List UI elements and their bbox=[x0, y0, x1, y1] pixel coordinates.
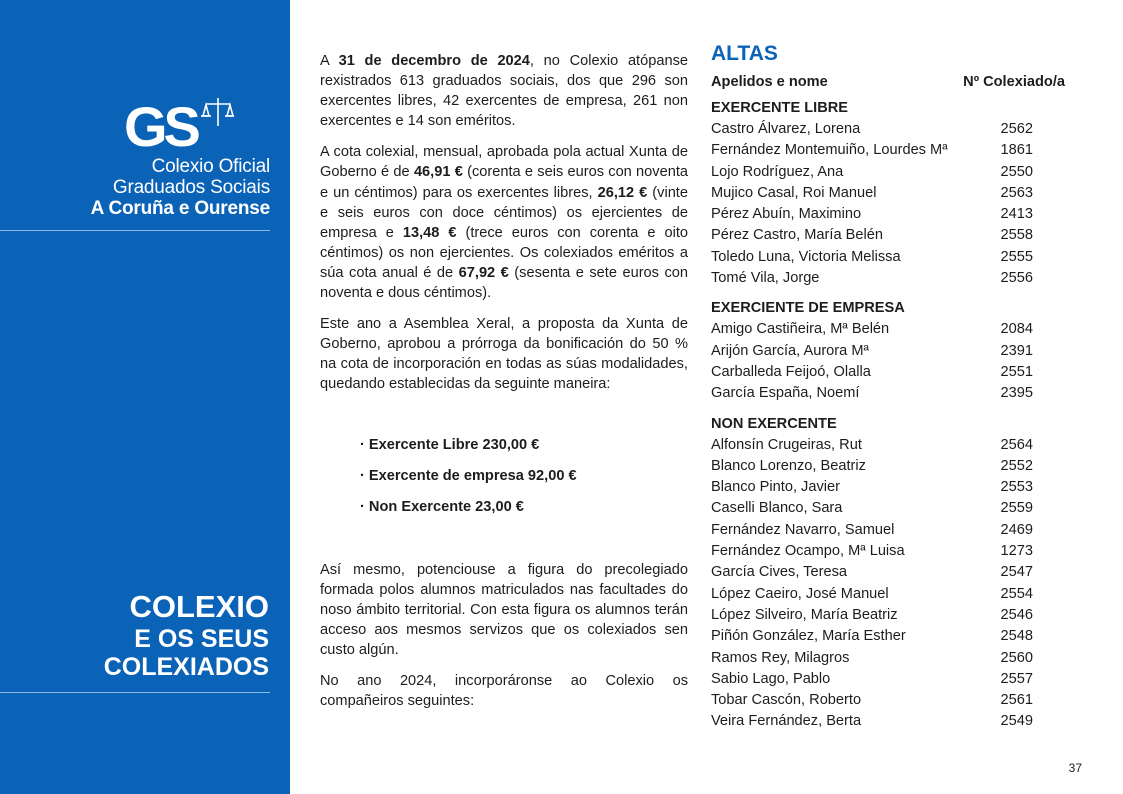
member-name: López Caeiro, José Manuel bbox=[711, 585, 889, 602]
table-group bbox=[711, 414, 1081, 733]
member-name: López Silveiro, María Beatriz bbox=[711, 606, 898, 623]
table-row bbox=[711, 183, 1033, 204]
table-row bbox=[711, 626, 1033, 647]
table-group bbox=[711, 298, 1081, 404]
member-name: Fernández Montemuiño, Lourdes Mª bbox=[711, 142, 948, 159]
member-number: 2395 bbox=[1000, 385, 1033, 402]
member-name: Carballeda Feijoó, Olalla bbox=[711, 363, 871, 380]
table-row bbox=[711, 498, 1033, 519]
paragraph-2: A cota colexial, mensual, aprobada pola actual Xunta de Goberno é de 46,91 € (corenta e seis euros con noventa e un céntimos) para os exercentes libres, 26,12 € (vinte e seis euros con doce céntimos) os ejercientes de empresa e 13,48 € (trece euros con corenta e oito céntimos) os non ejercientes. Os colexiados eméritos a súa cota anual é de 67,92 € (sesenta e sete euros con noventa e dous céntimos). bbox=[320, 144, 688, 302]
table-row bbox=[711, 605, 1033, 626]
member-name: Caselli Blanco, Sara bbox=[711, 500, 843, 517]
table-row bbox=[711, 225, 1033, 246]
member-number: 2562 bbox=[1000, 121, 1033, 137]
member-number: 2553 bbox=[1000, 479, 1033, 496]
scales-of-justice-icon bbox=[201, 98, 234, 126]
table-row bbox=[711, 690, 1033, 711]
member-name: Piñón González, María Esther bbox=[711, 628, 906, 645]
member-number: 2563 bbox=[1000, 184, 1033, 201]
table-row bbox=[711, 119, 1033, 140]
table-header bbox=[711, 74, 1065, 90]
table-group bbox=[711, 98, 1081, 289]
member-number: 2557 bbox=[1000, 670, 1033, 687]
table-row bbox=[711, 648, 1033, 669]
member-number: 2391 bbox=[1000, 342, 1033, 359]
member-number: 2558 bbox=[1000, 227, 1033, 244]
member-name: Toledo Luna, Victoria Melissa bbox=[711, 248, 901, 265]
member-number: 2549 bbox=[1000, 713, 1033, 730]
table-row bbox=[711, 362, 1033, 383]
logo-mark-icon bbox=[124, 96, 234, 152]
member-name: Lojo Rodríguez, Ana bbox=[711, 163, 844, 180]
member-number: 2564 bbox=[1000, 436, 1033, 453]
member-name: Fernández Ocampo, Mª Luisa bbox=[711, 543, 905, 560]
member-name: Blanco Pinto, Javier bbox=[711, 479, 840, 496]
member-number: 2548 bbox=[1000, 628, 1033, 645]
member-number: 2559 bbox=[1000, 500, 1033, 517]
member-number: 1273 bbox=[1000, 543, 1033, 560]
table-row bbox=[711, 268, 1033, 289]
fee-item: · Non Exercente 23,00 € bbox=[360, 498, 524, 515]
member-number: 2552 bbox=[1000, 457, 1033, 474]
member-number: 1861 bbox=[1000, 142, 1033, 159]
member-name: Fernández Navarro, Samuel bbox=[711, 521, 895, 538]
paragraph-5: No ano 2024, incorporáronse ao Colexio os compañeiros seguintes: bbox=[320, 673, 688, 710]
table-row bbox=[711, 319, 1033, 340]
section-title-line-2: E OS SEUS bbox=[134, 624, 269, 653]
member-name: Amigo Castiñeira, Mª Belén bbox=[711, 321, 890, 338]
member-name: Pérez Abuín, Maximino bbox=[711, 206, 862, 223]
group-title: NON EXERCENTE bbox=[711, 415, 837, 432]
paragraph-4: Así mesmo, potenciouse a figura do precolegiado formada polos alumnos matriculados nas facultades do noso ámbito territorial. Con esta figura os alumnos terán acceso aos mesmos servizos que os colexiados sen custo algún. bbox=[320, 561, 688, 659]
divider bbox=[0, 692, 270, 693]
member-number: 2551 bbox=[1000, 363, 1033, 380]
member-number: 2547 bbox=[1000, 564, 1033, 581]
table-row bbox=[711, 669, 1033, 690]
logo-line-3: A Coruña e Ourense bbox=[90, 198, 270, 219]
member-name: Mujico Casal, Roi Manuel bbox=[711, 184, 877, 201]
table-row bbox=[711, 477, 1033, 498]
member-number: 2556 bbox=[1000, 270, 1033, 287]
section-title bbox=[104, 590, 269, 681]
altas-title: ALTAS bbox=[711, 42, 778, 65]
member-number: 2560 bbox=[1000, 649, 1033, 666]
table-row bbox=[711, 247, 1033, 268]
table-row bbox=[711, 435, 1033, 456]
table-row bbox=[711, 140, 1033, 161]
paragraph-3: Este ano a Asemblea Xeral, a proposta da Xunta de Goberno, aprobou a prórroga da bonificación do 50 % na cota de incorporación en todas as súas modalidades, quedando establecidas da seguinte maneira: bbox=[320, 316, 688, 393]
page-number: 37 bbox=[1068, 761, 1082, 775]
body-text bbox=[320, 51, 688, 722]
member-name: Tomé Vila, Jorge bbox=[711, 270, 820, 287]
member-number: 2554 bbox=[1000, 585, 1033, 602]
table-row bbox=[711, 520, 1033, 541]
member-number: 2550 bbox=[1000, 163, 1033, 180]
fee-list bbox=[360, 435, 688, 517]
section-title-line-3: COLEXIADOS bbox=[103, 652, 269, 681]
fee-item: · Exercente Libre 230,00 € bbox=[360, 436, 540, 453]
member-number: 2413 bbox=[1000, 206, 1033, 223]
table-row bbox=[711, 383, 1033, 404]
member-name: Alfonsín Crugeiras, Rut bbox=[711, 436, 862, 453]
table-row bbox=[711, 711, 1033, 732]
member-name: Arijón García, Aurora Mª bbox=[711, 342, 869, 359]
member-name: Pérez Castro, María Belén bbox=[711, 227, 883, 244]
altas-table bbox=[711, 42, 1081, 742]
fee-item: · Exercente de empresa 92,00 € bbox=[360, 467, 577, 484]
member-number: 2469 bbox=[1000, 521, 1033, 538]
table-row bbox=[711, 341, 1033, 362]
column-header-number: Nº Colexiado/a bbox=[963, 74, 1065, 90]
table-groups bbox=[711, 98, 1081, 733]
logo-mark-letters: GS bbox=[124, 96, 197, 152]
logo-line-2: Graduados Sociais bbox=[112, 177, 270, 198]
member-name: Blanco Lorenzo, Beatriz bbox=[711, 457, 866, 474]
member-number: 2555 bbox=[1000, 248, 1033, 265]
table-row bbox=[711, 162, 1033, 183]
member-number: 2546 bbox=[1000, 606, 1033, 623]
logo-line-1: Colexio Oficial bbox=[151, 156, 270, 177]
member-name: Castro Álvarez, Lorena bbox=[711, 121, 861, 137]
member-number: 2084 bbox=[1000, 321, 1033, 338]
table-row bbox=[711, 562, 1033, 583]
section-title-line-1: COLEXIO bbox=[129, 589, 269, 624]
member-name: Tobar Cascón, Roberto bbox=[711, 692, 862, 709]
group-title: EXERCENTE LIBRE bbox=[711, 100, 849, 116]
table-row bbox=[711, 456, 1033, 477]
column-header-name: Apelidos e nome bbox=[711, 74, 828, 90]
table-row bbox=[711, 204, 1033, 225]
paragraph-1: A 31 de decembro de 2024, no Colexio atópanse rexistrados 613 graduados sociais, dos que 296 son exercentes libres, 42 exercentes de empresa, 261 non exercentes e 14 son eméritos. bbox=[320, 53, 688, 130]
sidebar bbox=[0, 0, 290, 794]
member-name: García España, Noemí bbox=[711, 385, 860, 402]
member-name: Veira Fernández, Berta bbox=[711, 713, 862, 730]
member-name: Ramos Rey, Milagros bbox=[711, 649, 850, 666]
member-name: Sabio Lago, Pablo bbox=[711, 670, 831, 687]
member-name: García Cives, Teresa bbox=[711, 564, 847, 581]
divider bbox=[0, 230, 270, 231]
table-row bbox=[711, 584, 1033, 605]
group-title: EXERCIENTE DE EMPRESA bbox=[711, 300, 905, 317]
table-row bbox=[711, 541, 1033, 562]
member-number: 2561 bbox=[1000, 692, 1033, 709]
